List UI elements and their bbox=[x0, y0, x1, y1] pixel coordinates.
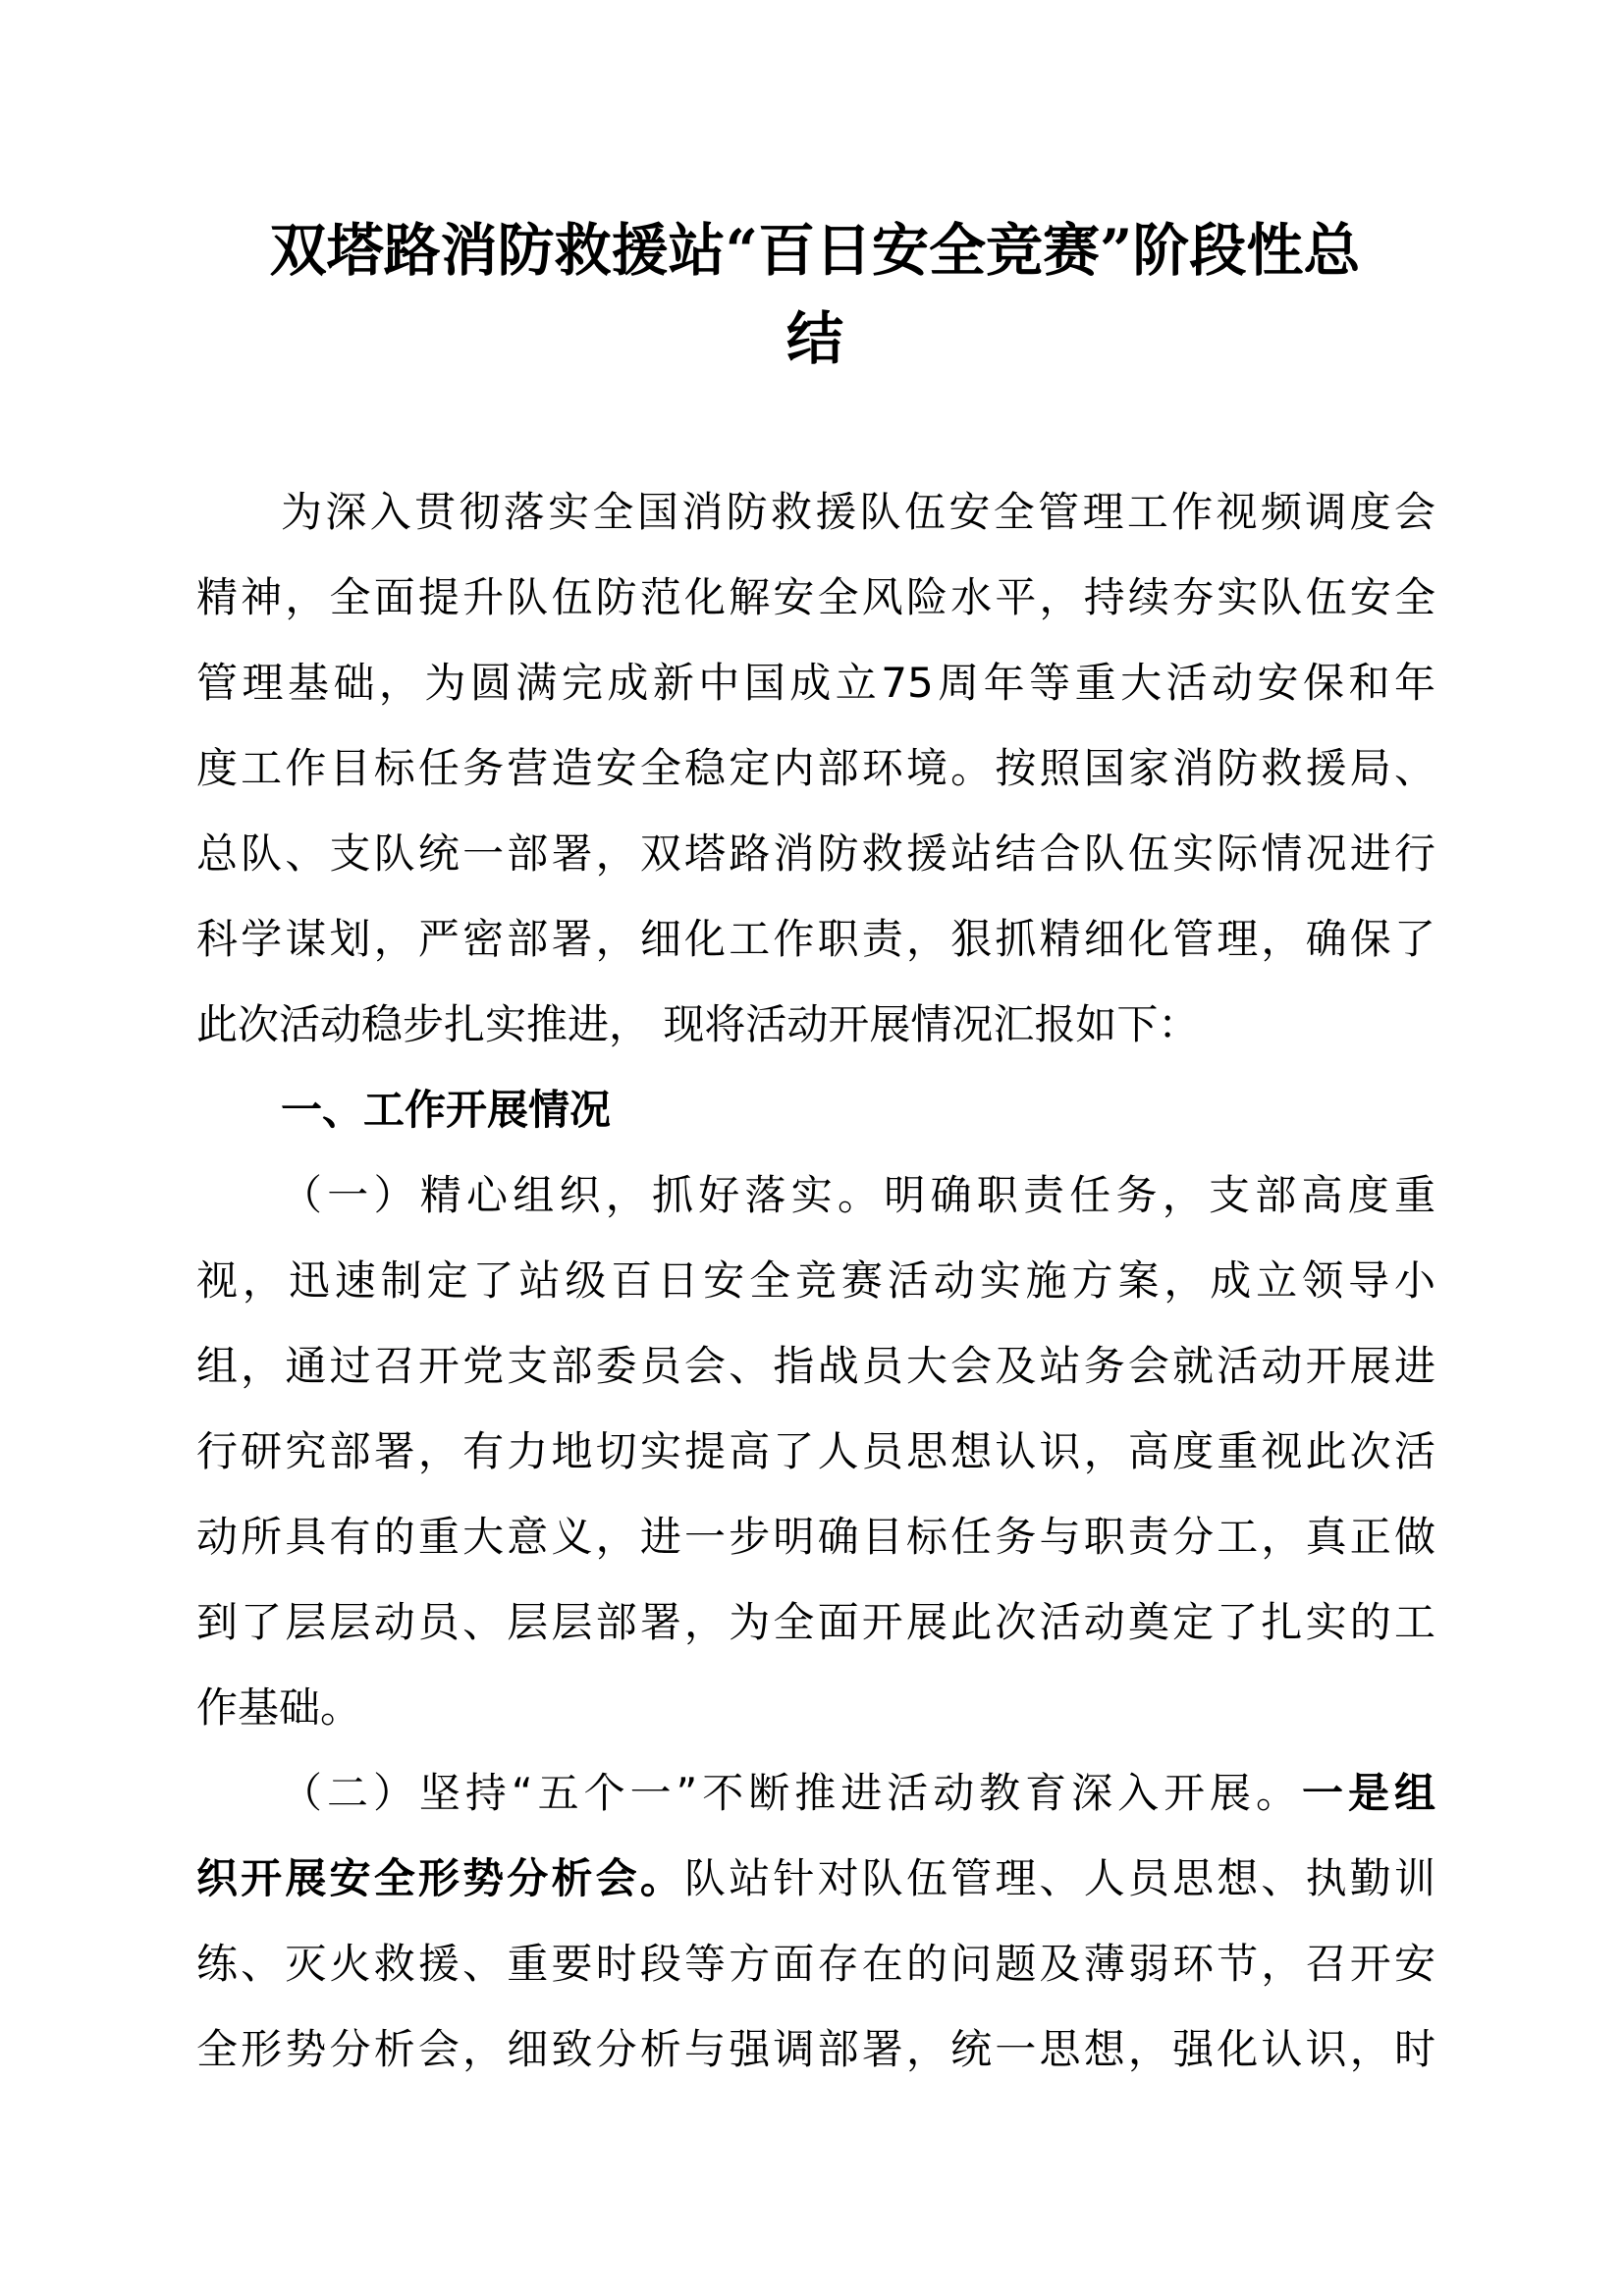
text-line bbox=[196, 1921, 1435, 2006]
document-body bbox=[196, 469, 1435, 2092]
text-segment: 组，通过召开党支部委员会、指战员大会及站务会就活动开展进 bbox=[196, 1342, 1435, 1390]
text-segment: （二）坚持“五个一”不断推进活动教育深入开展。 bbox=[281, 1769, 1303, 1817]
text-segment: 精神，全面提升队伍防范化解安全风险水平，持续夯实队伍安全 bbox=[196, 573, 1435, 621]
text-line bbox=[196, 640, 1435, 725]
text-segment: 动所具有的重大意义，进一步明确目标任务与职责分工，真正做 bbox=[196, 1513, 1435, 1561]
text-segment: 全形势分析会，细致分析与强调部署，统一思想，强化认识，时 bbox=[196, 2025, 1435, 2073]
bold-text: 一是组 bbox=[1302, 1769, 1435, 1817]
section-heading bbox=[196, 1067, 1435, 1152]
text-line bbox=[196, 1323, 1435, 1409]
text-line bbox=[196, 982, 1435, 1067]
text-line bbox=[196, 725, 1435, 811]
title-line-2: 结 bbox=[785, 305, 843, 372]
text-line bbox=[196, 555, 1435, 640]
text-segment: 练、灭火救援、重要时段等方面存在的问题及薄弱环节，召开安 bbox=[196, 1940, 1435, 1988]
text-segment: 队站针对队伍管理、人员思想、执勤训 bbox=[684, 1854, 1435, 1902]
text-segment: 度工作目标任务营造安全稳定内部环境。按照国家消防救援局、 bbox=[196, 744, 1435, 792]
text-line bbox=[196, 1238, 1435, 1323]
text-line bbox=[196, 2006, 1435, 2092]
text-line bbox=[196, 1494, 1435, 1579]
text-segment: 管理基础，为圆满完成新中国成立75周年等重大活动安保和年 bbox=[196, 659, 1435, 707]
text-segment: （一）精心组织，抓好落实。明确职责任务，支部高度重 bbox=[281, 1171, 1435, 1219]
text-line bbox=[196, 1665, 1435, 1750]
document-title bbox=[196, 206, 1434, 383]
text-line bbox=[196, 1579, 1435, 1665]
bold-text: 一、工作开展情况 bbox=[281, 1086, 612, 1134]
text-line bbox=[196, 1409, 1435, 1494]
text-segment: 视，迅速制定了站级百日安全竞赛活动实施方案，成立领导小 bbox=[196, 1256, 1435, 1305]
bold-text: 织开展安全形势分析会。 bbox=[196, 1854, 685, 1902]
text-line bbox=[196, 811, 1435, 896]
text-line bbox=[196, 469, 1435, 555]
text-line bbox=[196, 896, 1435, 982]
text-segment: 作基础。 bbox=[196, 1683, 362, 1732]
text-line bbox=[196, 1836, 1435, 1921]
text-line bbox=[196, 1750, 1435, 1836]
text-line bbox=[196, 1152, 1435, 1238]
title-line-1: 双塔路消防救援站“百日安全竞赛”阶段性总 bbox=[269, 217, 1361, 284]
text-segment: 总队、支队统一部署，双塔路消防救援站结合队伍实际情况进行 bbox=[196, 829, 1435, 878]
text-segment: 到了层层动员、层层部署，为全面开展此次活动奠定了扎实的工 bbox=[196, 1598, 1435, 1646]
text-segment: 科学谋划，严密部署，细化工作职责，狠抓精细化管理，确保了 bbox=[196, 915, 1435, 963]
text-segment: 为深入贯彻落实全国消防救援队伍安全管理工作视频调度会 bbox=[281, 488, 1435, 536]
text-segment: 此次活动稳步扎实推进， 现将活动开展情况汇报如下： bbox=[196, 1000, 1200, 1048]
text-segment: 行研究部署，有力地切实提高了人员思想认识，高度重视此次活 bbox=[196, 1427, 1435, 1475]
